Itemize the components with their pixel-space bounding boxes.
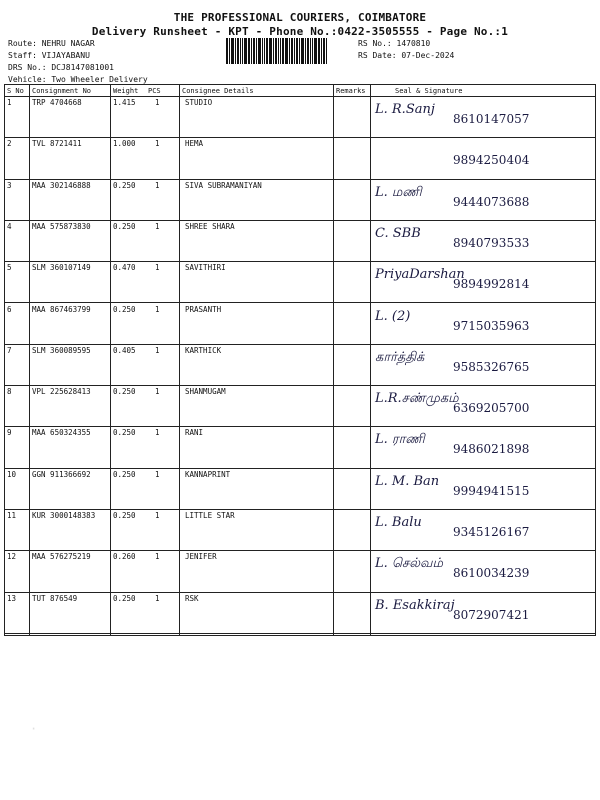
col-sno: S No — [7, 87, 24, 95]
faint-mark: · — [30, 722, 38, 736]
row-weight: 0.260 — [113, 552, 136, 562]
row-consignment: MAA 576275219 — [32, 552, 91, 562]
row-consignment: MAA 650324355 — [32, 428, 91, 438]
col-weight: Weight — [113, 87, 139, 95]
row-signature: L. செல்வம் — [375, 556, 443, 572]
staff-label: Staff: VIJAYABANU — [8, 51, 90, 60]
table-row — [5, 179, 595, 221]
row-consignment: TUT 876549 — [32, 593, 78, 603]
row-pcs: 1 — [155, 511, 160, 520]
barcode — [226, 38, 346, 64]
col-consignee: Consignee Details — [182, 87, 254, 95]
table-row — [5, 220, 595, 262]
row-consignee: RSK — [185, 593, 199, 603]
row-consignee: KANNAPRINT — [185, 469, 231, 479]
row-pcs: 1 — [155, 428, 160, 438]
row-weight: 1.000 — [113, 139, 136, 149]
col-pcs: PCS — [148, 87, 161, 95]
row-consignee: RANI — [185, 428, 204, 438]
row-weight: 0.250 — [113, 221, 136, 231]
col-consignment: Consignment No — [32, 87, 92, 95]
row-signature: L. மணி — [375, 184, 422, 200]
row-sno: 11 — [7, 511, 17, 520]
table-row — [5, 344, 595, 386]
row-phone: 9894992814 — [453, 277, 530, 292]
row-pcs: 1 — [155, 221, 160, 231]
table-row — [5, 468, 595, 510]
row-consignee: HEMA — [185, 139, 204, 149]
row-signature: கார்த்திக் — [375, 349, 425, 365]
vehicle-label: Vehicle: Two Wheeler Delivery — [8, 75, 148, 84]
row-phone: 9486021898 — [453, 442, 530, 457]
row-signature: PriyaDarshan — [375, 267, 465, 283]
row-weight: 0.250 — [113, 428, 136, 438]
row-phone: 9994941515 — [453, 483, 530, 498]
row-phone: 9715035963 — [453, 318, 530, 333]
row-signature: L. Balu — [375, 515, 422, 530]
row-signature: L. (2) — [375, 308, 411, 324]
table-row — [5, 550, 595, 592]
row-pcs: 1 — [155, 139, 160, 149]
row-pcs: 1 — [155, 345, 160, 355]
table-row — [5, 592, 595, 634]
row-consignee: STUDIO — [185, 98, 213, 107]
row-sno: 7 — [7, 345, 12, 355]
table-row — [5, 303, 595, 345]
row-consignment: GGN 911366692 — [32, 469, 91, 479]
row-consignee: PRASANTH — [185, 304, 222, 314]
row-phone: 8610034239 — [453, 566, 530, 581]
row-weight: 0.250 — [113, 469, 136, 479]
table-row — [5, 385, 595, 427]
row-weight: 0.405 — [113, 345, 136, 355]
row-weight: 0.250 — [113, 593, 136, 603]
runsheet-subtitle: Delivery Runsheet - KPT - Phone No.:0422-3505555 - Page No.:1 — [91, 25, 509, 38]
row-consignee: SIVA SUBRAMANIYAN — [185, 180, 262, 190]
row-pcs: 1 — [155, 180, 160, 190]
row-phone: 9585326765 — [453, 359, 530, 374]
row-consignee: KARTHICK — [185, 345, 222, 355]
row-sno: 5 — [7, 263, 12, 273]
row-phone: 8610147057 — [453, 112, 530, 126]
row-sno: 2 — [7, 139, 12, 149]
row-weight: 0.250 — [113, 511, 136, 520]
row-consignee: SHREE SHARA — [185, 221, 235, 231]
row-phone: 9894250404 — [453, 153, 530, 168]
row-consignment: SLM 360107149 — [32, 263, 91, 273]
company-title: THE PROFESSIONAL COURIERS, COIMBATORE — [173, 11, 427, 24]
table-row — [5, 509, 595, 551]
rs-date: RS Date: 07-Dec-2024 — [358, 51, 455, 60]
table-row — [5, 137, 595, 179]
row-consignment: KUR 3000148383 — [32, 511, 96, 520]
row-pcs: 1 — [155, 593, 160, 603]
row-weight: 1.415 — [113, 98, 136, 107]
rs-number: RS No.: 1470810 — [358, 39, 431, 48]
row-consignee: SAVITHIRI — [185, 263, 226, 273]
row-pcs: 1 — [155, 304, 160, 314]
row-phone: 8940793533 — [453, 235, 530, 250]
row-weight: 0.470 — [113, 263, 136, 273]
row-sno: 13 — [7, 593, 17, 603]
row-pcs: 1 — [155, 263, 160, 273]
row-sno: 8 — [7, 387, 12, 397]
row-consignee: SHANMUGAM — [185, 387, 226, 397]
row-pcs: 1 — [155, 552, 160, 562]
row-signature: L. M. Ban — [375, 473, 440, 489]
row-sno: 1 — [7, 98, 12, 107]
row-consignment: MAA 575873830 — [32, 221, 91, 231]
row-consignment: MAA 302146888 — [32, 180, 91, 190]
route-label: Route: NEHRU NAGAR — [8, 39, 95, 48]
row-phone: 9345126167 — [453, 525, 530, 539]
row-consignee: LITTLE STAR — [185, 511, 235, 520]
row-sno: 6 — [7, 304, 12, 314]
row-sno: 10 — [7, 469, 17, 479]
row-consignment: TRP 4704668 — [32, 98, 82, 107]
row-consignment: MAA 867463799 — [32, 304, 91, 314]
row-sno: 12 — [7, 552, 17, 562]
table-row — [5, 426, 595, 468]
row-weight: 0.250 — [113, 304, 136, 314]
row-pcs: 1 — [155, 469, 160, 479]
row-signature: C. SBB — [375, 225, 421, 241]
row-signature: L.R.சண்முகம் — [375, 391, 459, 407]
row-phone: 9444073688 — [453, 194, 530, 209]
row-consignee: JENIFER — [185, 552, 217, 562]
row-signature: L. R.Sanj — [375, 102, 435, 117]
row-consignment: SLM 360089595 — [32, 345, 91, 355]
row-signature: B. Esakkiraj — [375, 597, 455, 613]
row-pcs: 1 — [155, 387, 160, 397]
row-weight: 0.250 — [113, 180, 136, 190]
row-consignment: VPL 225628413 — [32, 387, 91, 397]
row-sno: 9 — [7, 428, 12, 438]
table-row — [5, 261, 595, 303]
row-sno: 4 — [7, 221, 12, 231]
col-remarks: Remarks — [336, 87, 366, 95]
row-phone: 8072907421 — [453, 607, 530, 622]
col-signature: Seal & Signature — [395, 87, 463, 95]
row-phone: 6369205700 — [453, 401, 530, 416]
row-sno: 3 — [7, 180, 12, 190]
row-signature: L. ராணி — [375, 432, 425, 448]
row-weight: 0.250 — [113, 387, 136, 397]
drs-label: DRS No.: DCJ8147081001 — [8, 63, 114, 72]
row-consignment: TVL 8721411 — [32, 139, 82, 149]
table-row — [5, 96, 595, 138]
row-pcs: 1 — [155, 98, 160, 107]
runsheet-table — [4, 84, 596, 636]
